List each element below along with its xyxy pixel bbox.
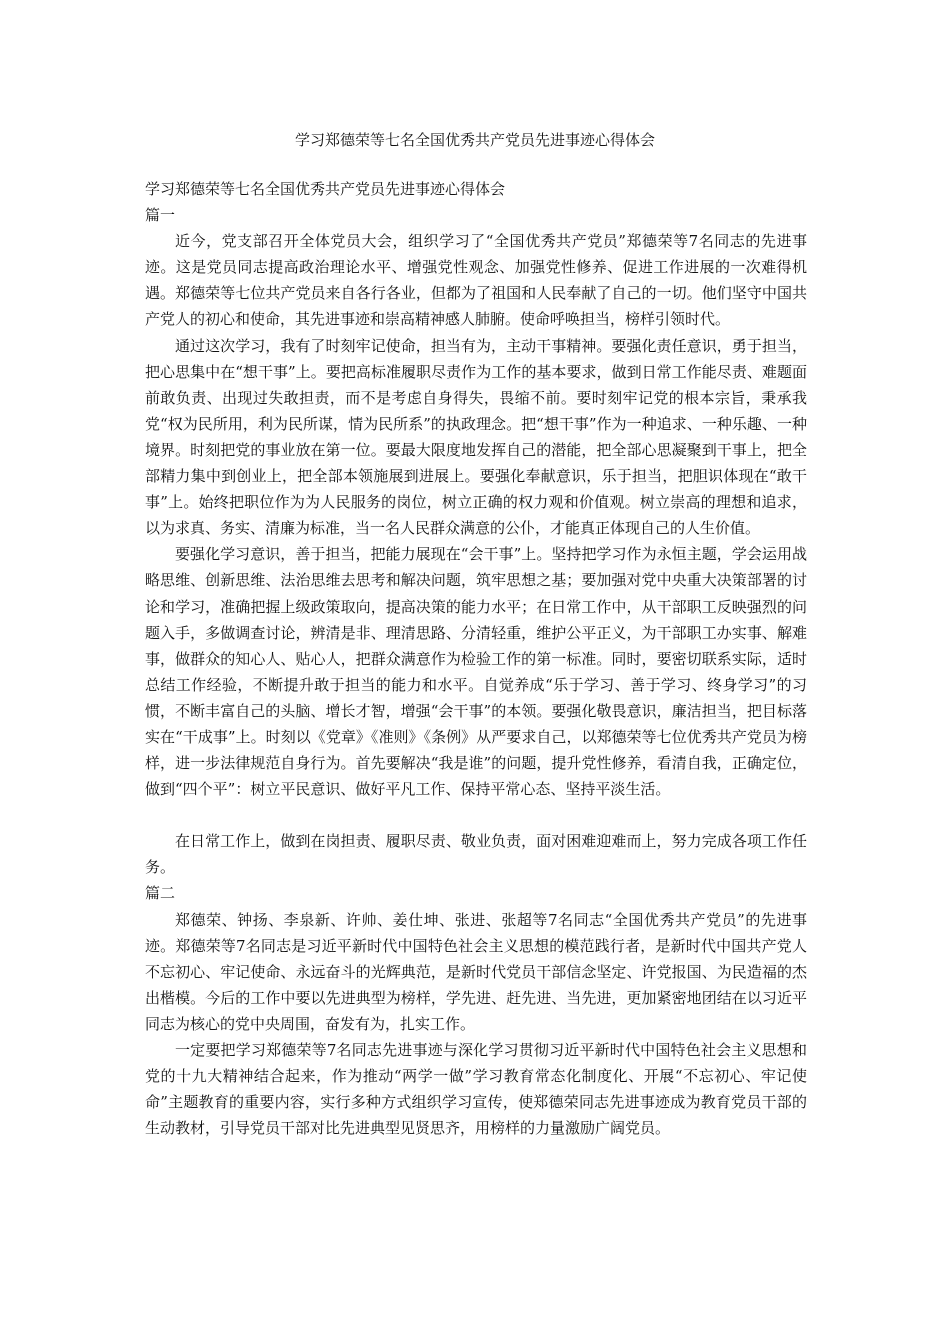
paragraph: 一定要把学习郑德荣等7名同志先进事迹与深化学习贯彻习近平新时代中国特色社会主义思想和党的十九大精神结合起来，作为推动“两学一做”学习教育常态化制度化、开展“不忘初心、牢记使命”主题教育的重要内容，实行多种方式组织学习宣传，使郑德荣同志先进事迹成为教育党员干部的生动教材，引导党员干部对比先进典型见贤思齐，用榜样的力量激励广阔党员。 — [145, 1041, 807, 1138]
section-label: 篇二 — [145, 884, 176, 903]
section-label: 篇一 — [145, 206, 176, 225]
document-subtitle: 学习郑德荣等七名全国优秀共产党员先进事迹心得体会 — [145, 180, 506, 198]
blank-line — [145, 802, 807, 828]
document-body — [145, 176, 807, 1141]
paragraph: 通过这次学习，我有了时刻牢记使命，担当有为，主动干事精神。要强化责任意识，勇于担当，把心思集中在“想干事”上。要把高标准履职尽责作为工作的基本要求，做到日常工作能尽责、难题面前敢负责、出现过失敢担责，而不是考虑自身得失，畏缩不前。要时刻牢记党的根本宗旨，秉承我党“权为民所用，利为民所谋，情为民所系”的执政理念。把“想干事”作为一种追求、一种乐趣、一种境界。时刻把党的事业放在第一位。要最大限度地发挥自己的潜能，把全部心思凝聚到干事上，把全部精力集中到创业上，把全部本领施展到进展上。要强化奉献意识，乐于担当，把胆识体现在“敢干事”上。始终把职位作为为人民服务的岗位，树立正确的权力观和价值观。树立崇高的理想和追求，以为求真、务实、清廉为标准，当一名人民群众满意的公仆，才能真正体现自己的人生价值。 — [145, 336, 807, 538]
document-title: 学习郑德荣等七名全国优秀共产党员先进事迹心得体会 — [294, 131, 655, 149]
paragraph: 近今，党支部召开全体党员大会，组织学习了“全国优秀共产党员”郑德荣等7名同志的先进事迹。这是党员同志提高政治理论水平、增强党性观念、加强党性修养、促进工作进展的一次难得机遇。郑德荣等七位共产党员来自各行各业，但都为了祖国和人民奉献了自己的一切。他们坚守中国共产党人的初心和使命，其先进事迹和崇高精神感人肺腑。使命呼唤担当，榜样引领时代。 — [145, 232, 807, 329]
paragraph: 在日常工作上，做到在岗担责、履职尽责、敬业负责，面对困难迎难而上，努力完成各项工作任务。 — [145, 832, 807, 877]
paragraph: 郑德荣、钟扬、李泉新、许帅、姜仕坤、张进、张超等7名同志“全国优秀共产党员”的先进事迹。郑德荣等7名同志是习近平新时代中国特色社会主义思想的模范践行者，是新时代中国共产党人不忘初心、牢记使命、永远奋斗的光辉典范，是新时代党员干部信念坚定、许党报国、为民造福的杰出楷模。今后的工作中要以先进典型为榜样，学先进、赶先进、当先进，更加紧密地团结在以习近平同志为核心的党中央周围，奋发有为，扎实工作。 — [145, 910, 807, 1033]
paragraph: 要强化学习意识，善于担当，把能力展现在“会干事”上。坚持把学习作为永恒主题，学会运用战略思维、创新思维、法治思维去思考和解决问题，筑牢思想之基；要加强对党中央重大决策部署的讨论和学习，准确把握上级政策取向，提高决策的能力水平；在日常工作中，从干部职工反映强烈的问题入手，多做调查讨论，辨清是非、理清思路、分清轻重，维护公平正义，为干部职工办实事、解难事，做群众的知心人、贴心人，把群众满意作为检验工作的第一标准。同时，要密切联系实际，适时总结工作经验，不断提升敢于担当的能力和水平。自觉养成“乐于学习、善于学习、终身学习”的习惯，不断丰富自己的头脑、增长才智，增强“会干事”的本领。要强化敬畏意识，廉洁担当，把目标落实在“干成事”上。时刻以《党章》《准则》《条例》从严要求自己，以郑德荣等七位优秀共产党员为榜样，进一步法律规范自身行为。首先要解决“我是谁”的问题，提升党性修养，看清自我，正确定位，做到“四个平”：树立平民意识、做好平凡工作、保持平常心态、坚持平淡生活。 — [145, 545, 807, 799]
